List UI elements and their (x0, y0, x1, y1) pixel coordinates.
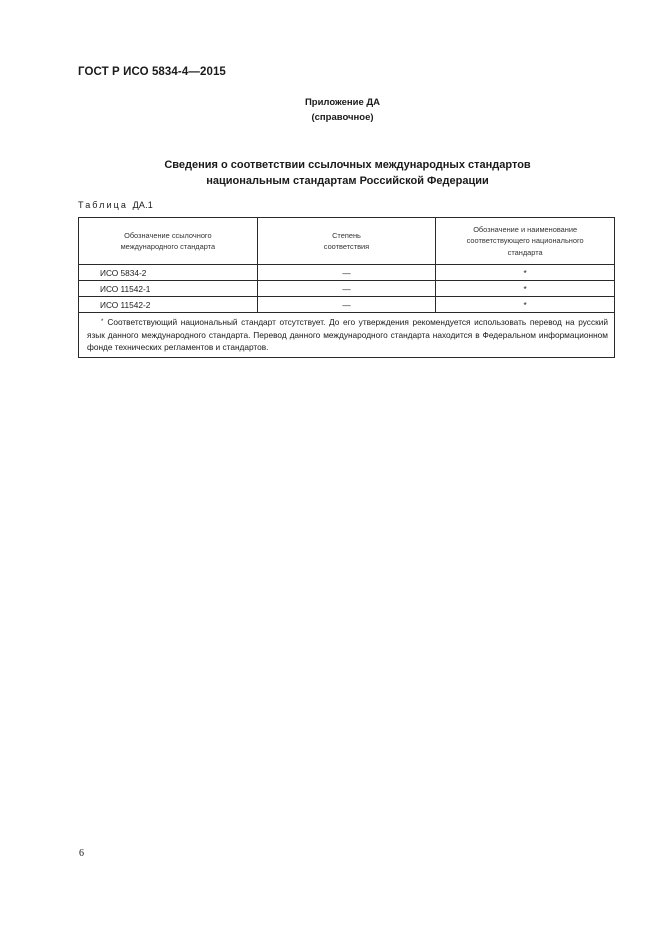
table-caption-prefix: Таблица (78, 200, 128, 210)
table-caption (78, 200, 153, 210)
appendix-type: (справочное) (311, 112, 374, 123)
header-col2-line1: Степень (332, 230, 361, 240)
header-col3-line3: стандарта (507, 247, 543, 257)
cell-degree: — (257, 297, 436, 313)
header-reference-standard (79, 218, 258, 265)
cell-degree: — (257, 281, 436, 297)
cell-degree: — (257, 265, 436, 281)
table-row (79, 297, 615, 313)
document-code: ГОСТ Р ИСО 5834-4—2015 (78, 66, 226, 78)
header-col2-line2: соответствия (323, 242, 370, 251)
table-footnote-row (79, 313, 615, 358)
cell-national: * (436, 297, 615, 313)
table-footnote (79, 313, 615, 358)
header-degree (257, 218, 436, 265)
cell-standard: ИСО 11542-2 (79, 297, 258, 313)
header-national-standard (436, 218, 615, 265)
header-col3-line1: Обозначение и наименование (473, 224, 578, 234)
section-title (0, 157, 661, 189)
footnote-text: Соответствующий национальный стандарт отсутствует. До его утверждения рекомендуется использовать перевод на русский язык данного международного стандарта. Перевод данного международного стандарта находится в Федеральном информационном фонде технических регламентов и стандартов. (87, 317, 608, 352)
header-col1-line1: Обозначение ссылочного (124, 230, 212, 240)
table-row (79, 265, 615, 281)
section-title-line2: национальным стандартам Российской Федерации (206, 175, 489, 187)
cell-standard: ИСО 11542-1 (79, 281, 258, 297)
header-col1-line2: международного стандарта (120, 242, 216, 251)
table-header-row (79, 218, 615, 265)
table-caption-number: ДА.1 (132, 200, 154, 210)
cell-national: * (436, 281, 615, 297)
page-number: 6 (79, 848, 84, 859)
header-col3-line2: соответствующего национального (466, 236, 584, 246)
standards-table (78, 217, 615, 358)
appendix-heading (0, 95, 661, 125)
footnote-mark: * (101, 319, 104, 325)
appendix-title: Приложение ДА (304, 97, 381, 108)
table-row (79, 281, 615, 297)
section-title-line1: Сведения о соответствии ссылочных международных стандартов (164, 159, 531, 171)
cell-standard: ИСО 5834-2 (79, 265, 258, 281)
cell-national: * (436, 265, 615, 281)
